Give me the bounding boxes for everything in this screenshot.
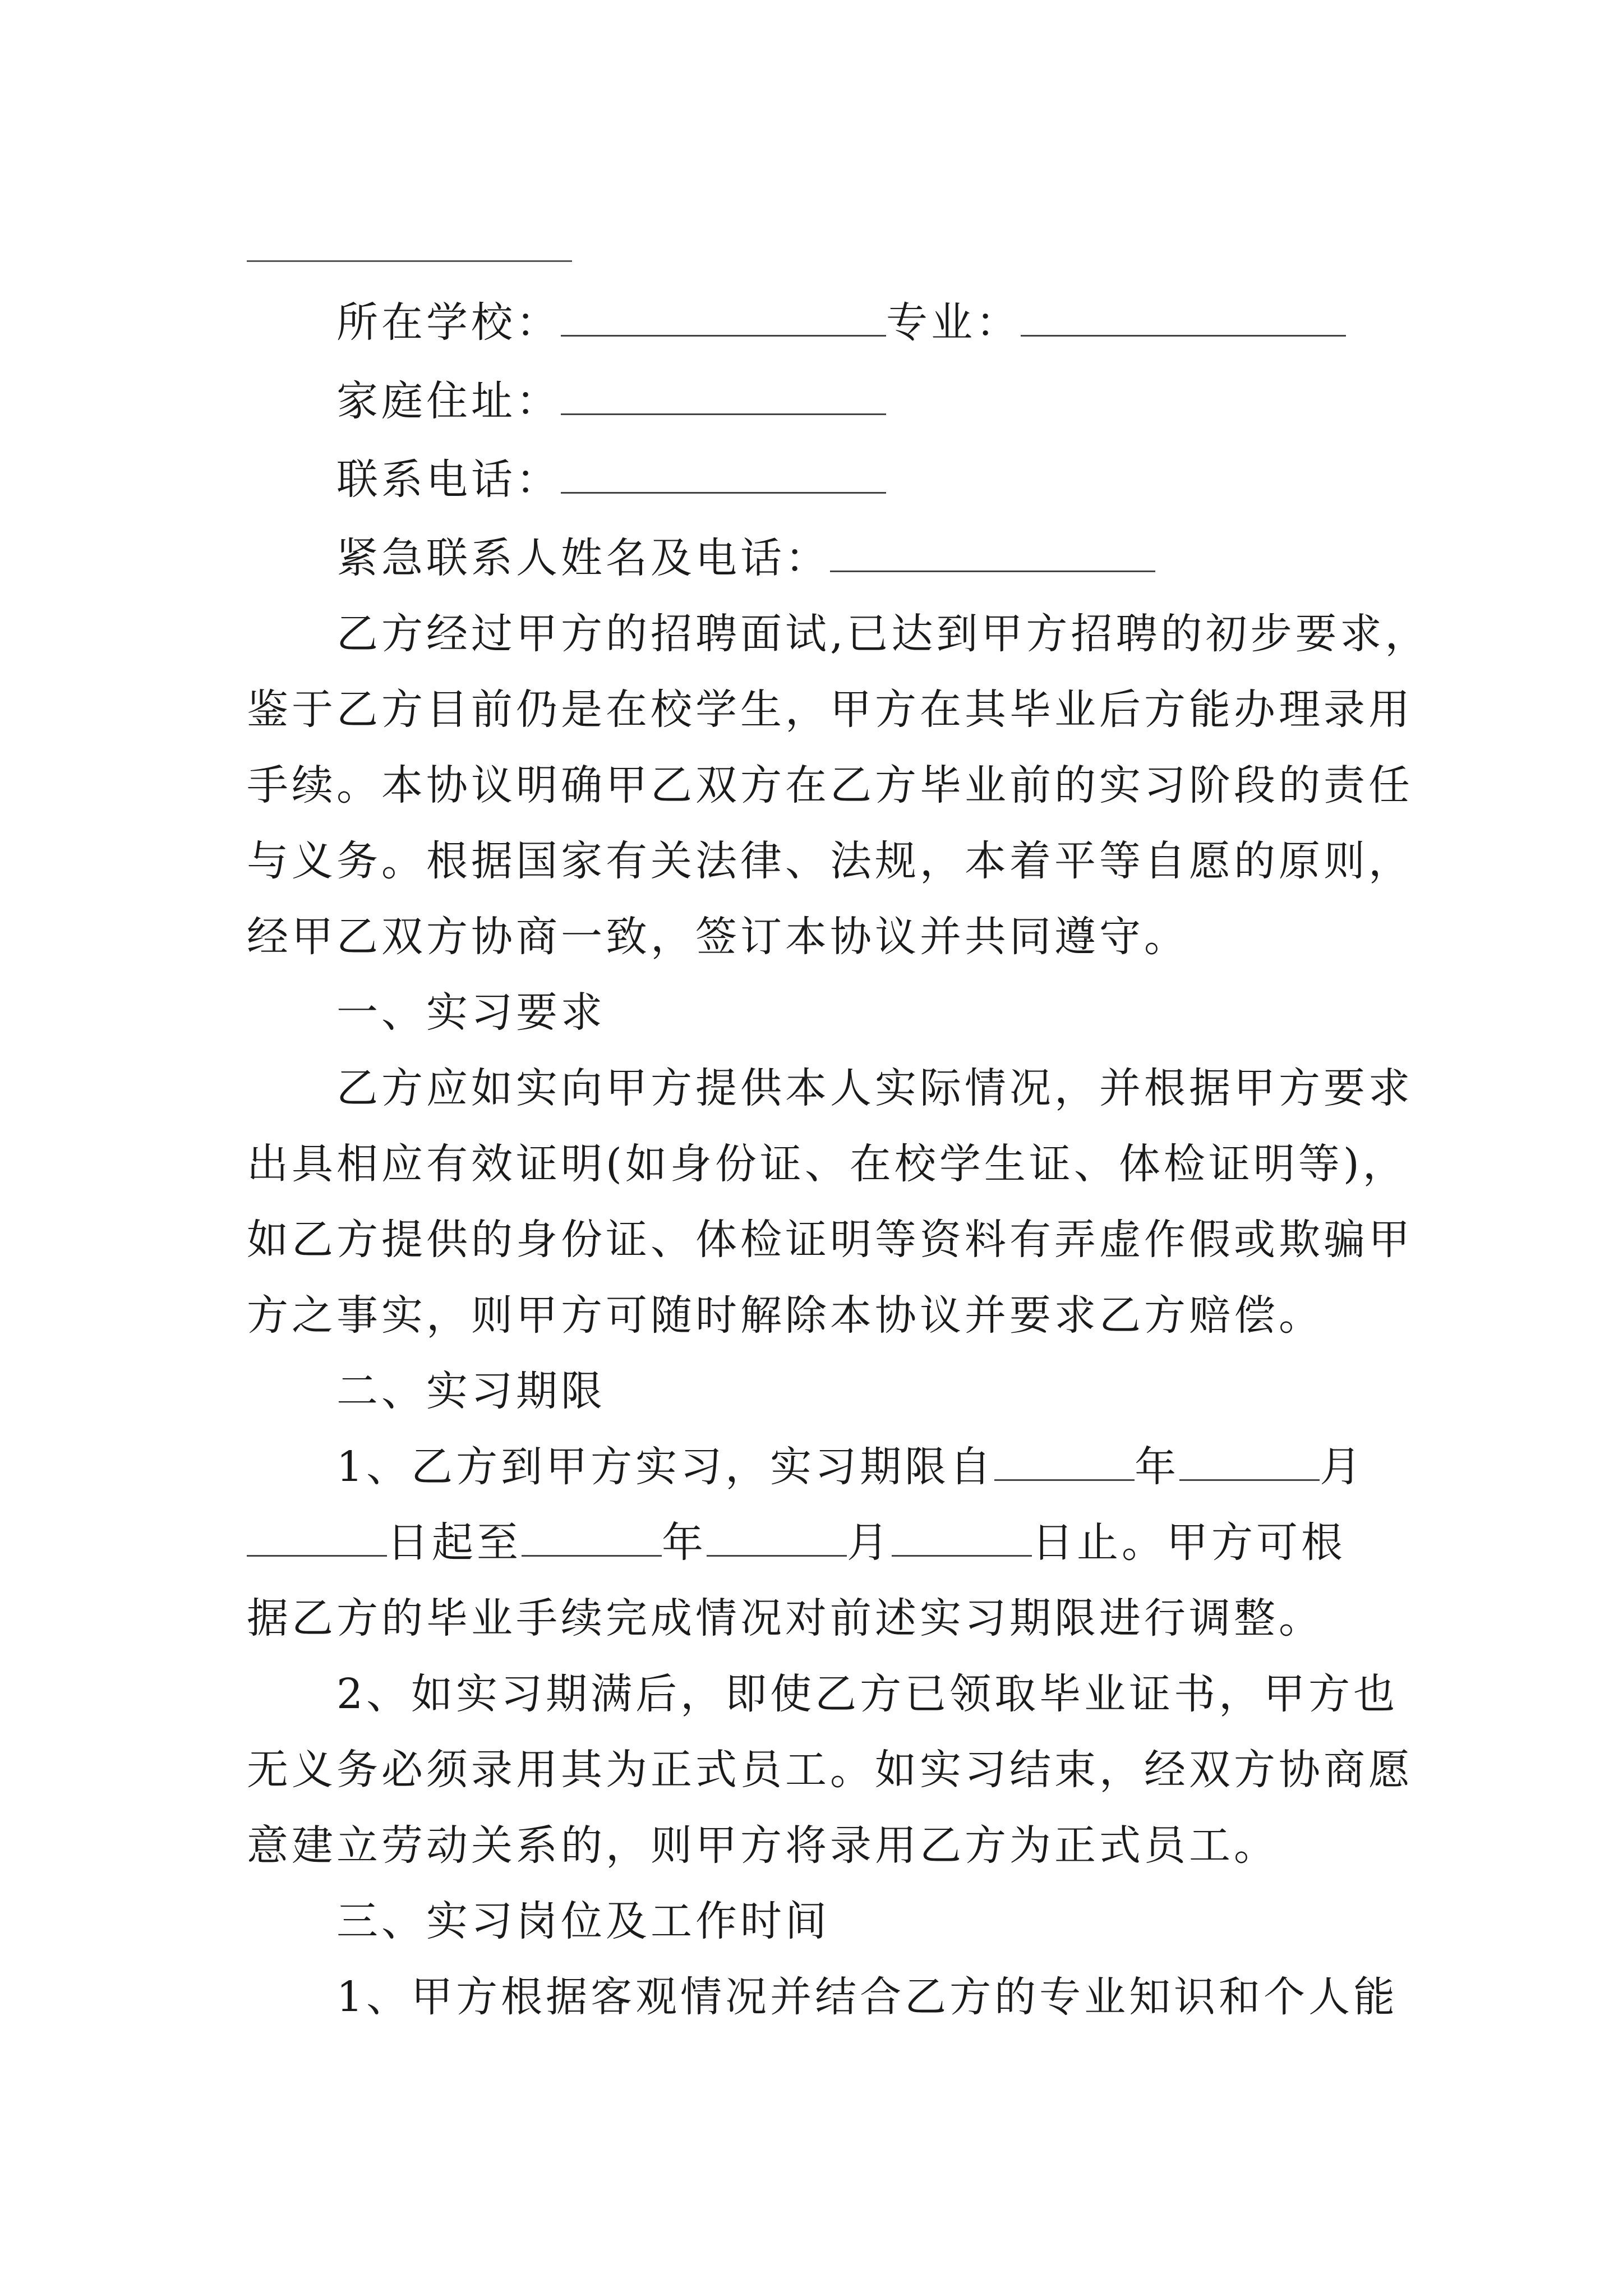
intro-line: 乙方经过甲方的招聘面试,已达到甲方招聘的初步要求，: [336, 610, 1430, 658]
section1-line: 出具相应有效证明(如身份证、在校学生证、体检证明等)，: [247, 1140, 1408, 1188]
section2-item2-line: 2、如实习期满后，即使乙方已领取毕业证书，甲方也: [336, 1670, 1399, 1718]
intro-line: 经甲乙双方协商一致，签订本协议并共同遵守。: [247, 913, 1189, 961]
end-day-blank: [892, 1521, 1032, 1557]
section2-item2-line: 无义务必须录用其为正式员工。如实习结束，经双方协商愿: [247, 1746, 1413, 1794]
year-label: 年: [662, 1519, 707, 1567]
period-line-3: 据乙方的毕业手续完成情况对前述实习期限进行调整。: [247, 1594, 1324, 1642]
address-line: [247, 362, 1391, 440]
end-month-blank: [707, 1521, 847, 1557]
section-heading: 三、实习岗位及工作时间: [336, 1897, 830, 1945]
intro-line: 手续。本协议明确甲乙双方在乙方毕业前的实习阶段的责任: [247, 761, 1413, 809]
school-major-line: [247, 283, 1391, 362]
major-label: 专业：: [886, 298, 1021, 347]
phone-blank: [561, 458, 886, 494]
period-prefix: 1、乙方到甲方实习，实习期限自: [336, 1443, 995, 1491]
day-from-label: 日起至: [387, 1519, 522, 1567]
year-label: 年: [1135, 1443, 1180, 1491]
address-blank: [561, 380, 886, 415]
section-heading: 一、实习要求: [336, 988, 606, 1037]
month-label: 月: [1320, 1443, 1365, 1491]
school-label: 所在学校：: [336, 298, 561, 347]
section1-line: 如乙方提供的身份证、体检证明等资料有弄虚作假或欺骗甲: [247, 1216, 1413, 1264]
period-line-2: [247, 1503, 1391, 1582]
major-blank: [1021, 301, 1346, 337]
phone-label: 联系电话：: [336, 455, 561, 504]
start-day-blank: [247, 1521, 387, 1557]
end-year-blank: [522, 1521, 662, 1557]
emergency-blank: [830, 537, 1155, 572]
school-blank: [561, 301, 886, 337]
day-end-label: 日止。甲方可根: [1032, 1519, 1346, 1567]
section1-line: 乙方应如实向甲方提供本人实际情况，并根据甲方要求: [336, 1064, 1413, 1112]
section-heading: 二、实习期限: [336, 1367, 606, 1415]
section3-line: 1、甲方根据客观情况并结合乙方的专业知识和个人能: [336, 1973, 1399, 2021]
emergency-line: [247, 519, 1391, 597]
month-label: 月: [847, 1519, 892, 1567]
start-year-blank: [994, 1446, 1135, 1481]
intro-line: 与义务。根据国家有关法律、法规，本着平等自愿的原则，: [247, 837, 1413, 885]
period-line-1: [247, 1428, 1391, 1506]
phone-line: [247, 440, 1391, 519]
intro-line: 鉴于乙方目前仍是在校学生，甲方在其毕业后方能办理录用: [247, 685, 1413, 734]
start-month-blank: [1179, 1446, 1320, 1481]
address-label: 家庭住址：: [336, 377, 561, 425]
emergency-label: 紧急联系人姓名及电话：: [336, 534, 830, 582]
section1-line: 方之事实，则甲方可随时解除本协议并要求乙方赔偿。: [247, 1291, 1324, 1340]
section2-item2-line: 意建立劳动关系的，则甲方将录用乙方为正式员工。: [247, 1821, 1279, 1870]
top-blank-line: [247, 260, 572, 262]
